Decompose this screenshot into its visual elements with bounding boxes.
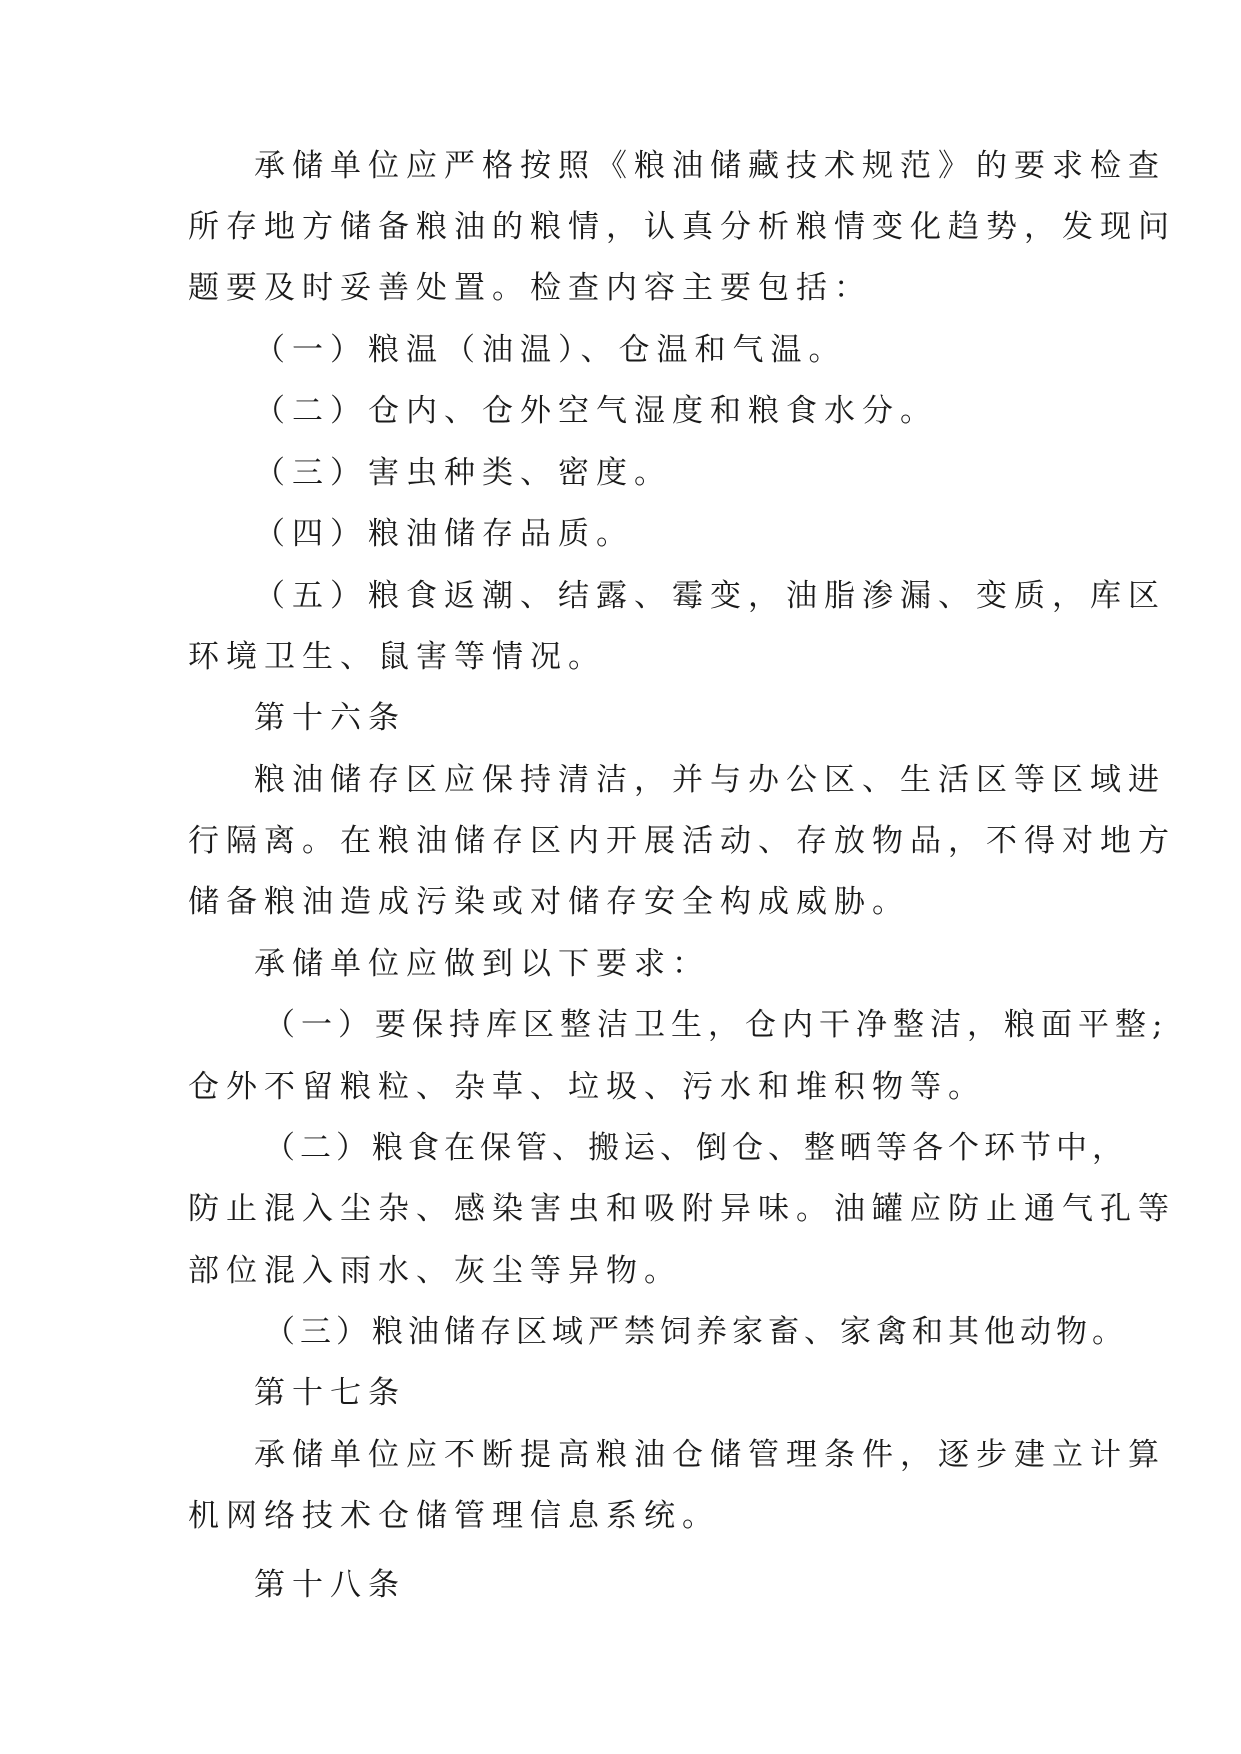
article-heading: 第十八条 — [254, 1567, 406, 1603]
paragraph-line: 环境卫生、鼠害等情况。 — [188, 639, 606, 675]
paragraph-line: 承储单位应严格按照《粮油储藏技术规范》的要求检查 — [254, 148, 1166, 184]
paragraph-line: 行隔离。在粮油储存区内开展活动、存放物品，不得对地方 — [188, 823, 1176, 859]
paragraph-line: 部位混入雨水、灰尘等异物。 — [188, 1253, 682, 1289]
list-item: （一）要保持库区整洁卫生，仓内干净整洁，粮面平整; — [264, 1007, 1169, 1043]
list-item: （二）粮食在保管、搬运、倒仓、整晒等各个环节中， — [264, 1130, 1128, 1166]
list-item: （五）粮食返潮、结露、霉变，油脂渗漏、变质，库区 — [254, 578, 1166, 614]
list-item: （四）粮油储存品质。 — [254, 516, 634, 552]
list-item: （二）仓内、仓外空气湿度和粮食水分。 — [254, 393, 938, 429]
list-item: （三）害虫种类、密度。 — [254, 455, 672, 491]
paragraph-line: 防止混入尘杂、感染害虫和吸附异味。油罐应防止通气孔等 — [188, 1191, 1176, 1227]
paragraph-line: 所存地方储备粮油的粮情，认真分析粮情变化趋势，发现问 — [188, 209, 1176, 245]
article-heading: 第十六条 — [254, 700, 406, 736]
paragraph-line: 题要及时妥善处置。检查内容主要包括： — [188, 270, 872, 306]
list-item: （一）粮温（油温）、仓温和气温。 — [254, 332, 847, 368]
paragraph-line: 仓外不留粮粒、杂草、垃圾、污水和堆积物等。 — [188, 1069, 986, 1105]
article-heading: 第十七条 — [254, 1375, 406, 1411]
paragraph-line: 承储单位应不断提高粮油仓储管理条件，逐步建立计算 — [254, 1437, 1166, 1473]
paragraph-line: 机网络技术仓储管理信息系统。 — [188, 1498, 720, 1534]
paragraph-line: 储备粮油造成污染或对储存安全构成威胁。 — [188, 884, 910, 920]
paragraph-line: 粮油储存区应保持清洁，并与办公区、生活区等区域进 — [254, 762, 1166, 798]
list-item: （三）粮油储存区域严禁饲养家畜、家禽和其他动物。 — [264, 1314, 1128, 1350]
paragraph-line: 承储单位应做到以下要求： — [254, 946, 710, 982]
